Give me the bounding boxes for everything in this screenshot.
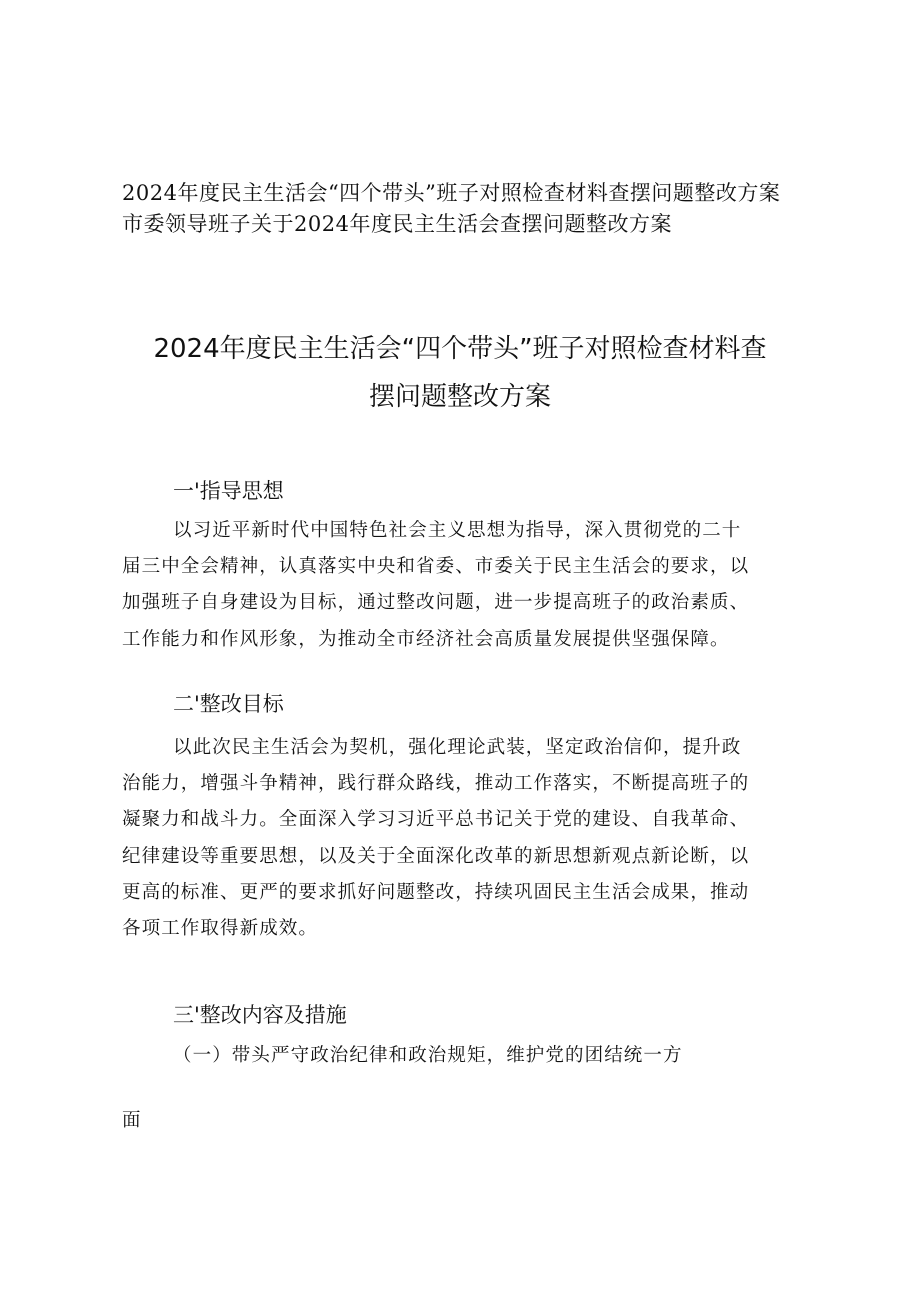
section-heading-rectification-measures: 三'整改内容及措施 [173,1003,347,1027]
paragraph-line: 面 [122,1110,142,1131]
paragraph-line: 工作能力和作风形象，为推动全市经济社会高质量发展提供坚强保障。 [122,628,730,650]
main-title [110,325,810,421]
section-body-rectification-goals [122,730,822,947]
paragraph-line: 以习近平新时代中国特色社会主义思想为指导，深入贯彻党的二十 [173,520,742,541]
section-body-guiding-ideology [122,513,822,658]
paragraph-line: 加强班子自身建设为目标，通过整改问题，进一步提高班子的政治素质、 [122,592,750,614]
section-heading-guiding-ideology: 一'指导思想 [173,479,284,503]
paragraph-line: 更高的标准、更严的要求抓好问题整改，持续巩固民主生活会成果，推动 [122,881,750,903]
section-heading-rectification-goals: 二'整改目标 [173,692,284,716]
paragraph-line: 届三中全会精神，认真落实中央和省委、市委关于民主生活会的要求，以 [122,556,750,578]
main-title-line-2: 摆问题整改方案 [368,382,551,412]
section-body-continuation [122,1103,822,1139]
paragraph-line: 以此次民主生活会为契机，强化理论武装，坚定政治信仰，提升政 [173,737,742,758]
paragraph-line: 凝聚力和战斗力。全面深入学习习近平总书记关于党的建设、自我革命、 [122,809,750,831]
document-title-list [122,178,822,240]
paragraph-line: （一）带头严守政治纪律和政治规矩，维护党的团结统一方 [173,1045,683,1066]
paragraph-line: 治能力，增强斗争精神，践行群众路线，推动工作落实，不断提高班子的 [122,773,750,795]
paragraph-line: 各项工作取得新成效。 [122,918,319,940]
paragraph-line: 纪律建设等重要思想，以及关于全面深化改革的新思想新观点新论断，以 [122,845,750,867]
document-title-2: 市委领导班子关于2024年度民主生活会查摆问题整改方案 [122,212,672,236]
document-title-1: 2024年度民主生活会“四个带头”班子对照检查材料查摆问题整改方案 [122,181,781,205]
section-body-rectification-measures [122,1038,822,1074]
main-title-line-1: 2024年度民主生活会“四个带头”班子对照检查材料查 [153,334,767,364]
